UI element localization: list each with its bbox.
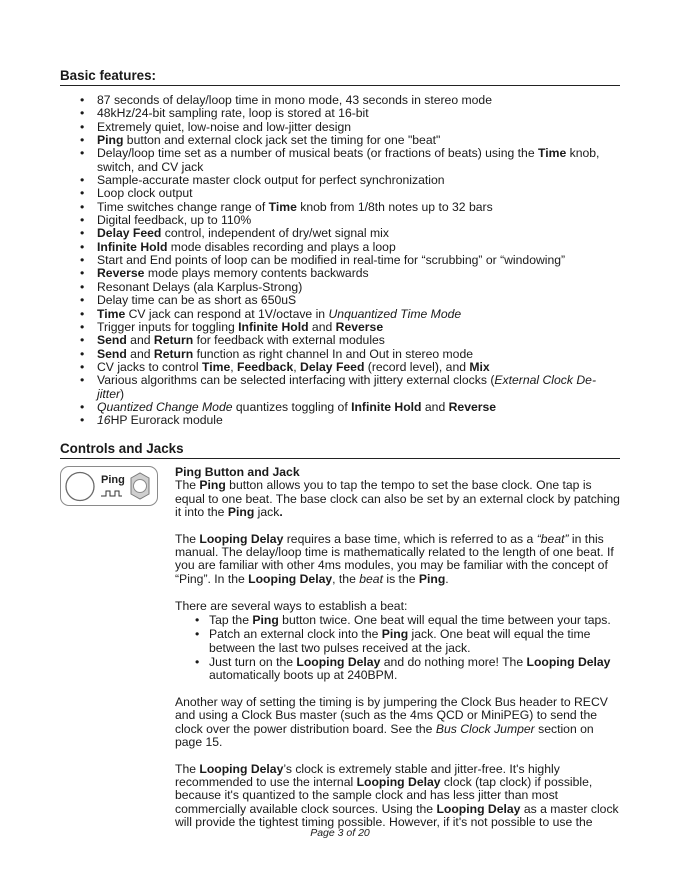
- feature-item: • Various algorithms can be selected interfacing with jittery external clocks (External Clock De-jitter): [80, 374, 620, 401]
- ping-button-icon: [66, 473, 94, 501]
- feature-item: • Time switches change range of Time knob from 1/8th notes up to 32 bars: [80, 201, 620, 214]
- feature-item: • Send and Return for feedback with external modules: [80, 334, 620, 347]
- feature-item: • Ping button and external clock jack set the timing for one "beat": [80, 134, 620, 147]
- feature-item: • Digital feedback, up to 110%: [80, 214, 620, 227]
- ping-intro-paragraph: The Ping button allows you to tap the tempo to set the base clock. One tap is equal to one beat. The base clock can also be set by an external clock by patching it into the Ping jack.: [175, 478, 620, 520]
- feature-item: • Reverse mode plays memory contents backwards: [80, 267, 620, 280]
- feature-item: • CV jacks to control Time, Feedback, Delay Feed (record level), and Mix: [80, 361, 620, 374]
- clock-bus-paragraph: Another way of setting the timing is by jumpering the Clock Bus header to RECV and using a Clock Bus master (such as the 4ms QCD or MiniPEG) to send the clock over the power distribution board. See the Bus Clock Jumper section on page 15.: [175, 694, 608, 750]
- feature-item: • Delay Feed control, independent of dry/wet signal mix: [80, 227, 620, 240]
- basic-features-heading: Basic features:: [60, 68, 620, 86]
- feature-item: • 48kHz/24-bit sampling rate, loop is stored at 16-bit: [80, 107, 620, 120]
- ping-panel-illustration: [60, 466, 158, 506]
- feature-item: • Resonant Delays (ala Karplus-Strong): [80, 281, 620, 294]
- ways-intro-paragraph: There are several ways to establish a beat:: [175, 598, 408, 613]
- pulse-icon: [101, 491, 122, 496]
- controls-heading: Controls and Jacks: [60, 441, 620, 459]
- page-footer: Page 3 of 20: [310, 827, 370, 839]
- ping-panel-graphic: [61, 467, 159, 507]
- ping-section-title: Ping Button and Jack: [175, 465, 300, 479]
- feature-item: • Time CV jack can respond at 1V/octave in Unquantized Time Mode: [80, 308, 620, 321]
- feature-item: • 16HP Eurorack module: [80, 414, 620, 427]
- feature-item: • Send and Return function as right channel In and Out in stereo mode: [80, 348, 620, 361]
- beat-methods-list: [175, 614, 621, 683]
- feature-item: • 87 seconds of delay/loop time in mono mode, 43 seconds in stereo mode: [80, 94, 620, 107]
- feature-item: • Start and End points of loop can be modified in real-time for “scrubbing” or “windowing”: [80, 254, 620, 267]
- feature-item: • Quantized Change Mode quantizes toggling of Infinite Hold and Reverse: [80, 401, 620, 414]
- feature-item: • Infinite Hold mode disables recording and plays a loop: [80, 241, 620, 254]
- feature-item: • Sample-accurate master clock output for perfect synchronization: [80, 174, 620, 187]
- beat-method-item: • Just turn on the Looping Delay and do nothing more! The Looping Delay automatically boots up at 240BPM.: [187, 656, 621, 683]
- beat-paragraph: The Looping Delay requires a base time, which is referred to as a “beat” in this manual. The delay/loop time is mathematically related to the length of one beat. If you are familiar with other 4ms modules, you may be familiar with the concept of “Ping”. In the Looping Delay, the beat is the Ping.: [175, 531, 614, 586]
- feature-item: • Trigger inputs for toggling Infinite Hold and Reverse: [80, 321, 620, 334]
- ping-section: [175, 466, 621, 843]
- beat-method-item: • Tap the Ping button twice. One beat will equal the time between your taps.: [187, 614, 621, 627]
- feature-item: • Extremely quiet, low-noise and low-jitter design: [80, 121, 620, 134]
- beat-method-item: • Patch an external clock into the Ping jack. One beat will equal the time between the last two pulses received at the jack.: [187, 628, 621, 655]
- feature-item: • Loop clock output: [80, 187, 620, 200]
- ping-label: Ping: [101, 474, 125, 486]
- features-list: [80, 94, 620, 428]
- clock-stability-paragraph: The Looping Delay’s clock is extremely stable and jitter-free. It's highly recommended to use the internal Looping Delay clock (tap clock) if possible, because it's quantized to the sample clock and has less jitter than most commercially available clock sources. Using the Looping Delay as a master clock will provide the tightest timing possible. However, if it's not possible to use the: [175, 761, 619, 830]
- feature-item: • Delay/loop time set as a number of musical beats (or fractions of beats) using the Time knob, switch, and CV jack: [80, 147, 620, 174]
- jack-hole-icon: [134, 480, 147, 493]
- feature-item: • Delay time can be as short as 650uS: [80, 294, 620, 307]
